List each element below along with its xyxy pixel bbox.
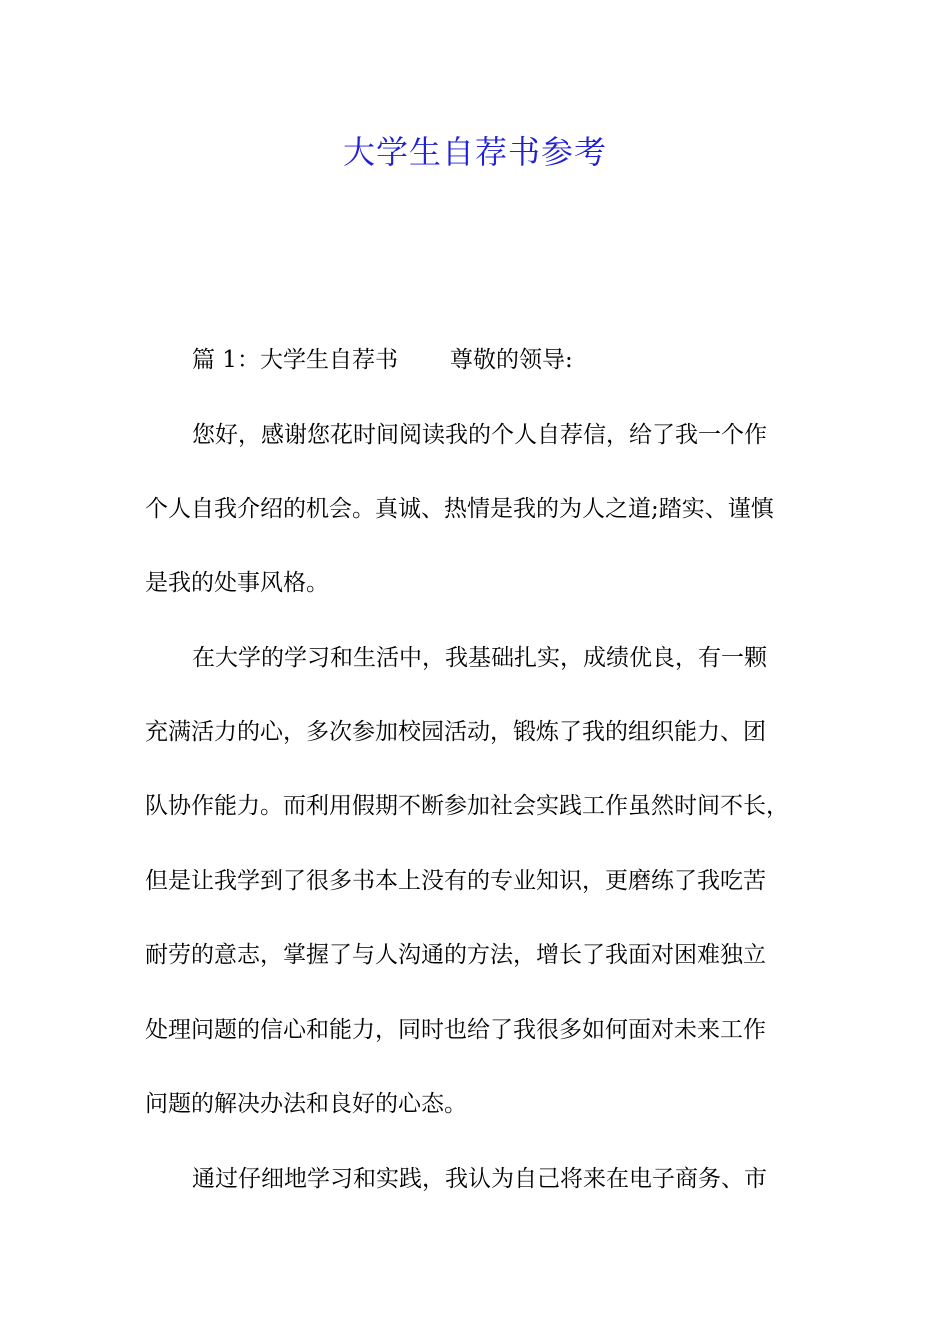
- section-label: 篇 1：大学生自荐书: [192, 347, 398, 373]
- paragraph-line: 耐劳的意志，掌握了与人沟通的方法，增长了我面对困难独立: [145, 942, 766, 968]
- paragraph-line: 处理问题的信心和能力，同时也给了我很多如何面对未来工作: [145, 1017, 766, 1043]
- paragraph-line: 通过仔细地学习和实践，我认为自己将来在电子商务、市: [192, 1166, 767, 1192]
- salutation: 尊敬的领导:: [449, 347, 573, 373]
- document-title: 大学生自荐书参考: [342, 133, 607, 171]
- heading-line: [192, 345, 573, 375]
- paragraph-line: 您好，感谢您花时间阅读我的个人自荐信，给了我一个作: [192, 422, 767, 448]
- paragraph-line: 在大学的学习和生活中，我基础扎实，成绩优良，有一颗: [192, 645, 767, 671]
- paragraph-line: 问题的解决办法和良好的心态。: [145, 1091, 467, 1117]
- paragraph-line: 个人自我介绍的机会。真诚、热情是我的为人之道;踏实、谨慎: [145, 496, 774, 522]
- paragraph-line: 队协作能力。而利用假期不断参加社会实践工作虽然时间不长，: [145, 793, 789, 819]
- paragraph-line: 但是让我学到了很多书本上没有的专业知识，更磨练了我吃苦: [145, 868, 766, 894]
- paragraph-line: 充满活力的心，多次参加校园活动，锻炼了我的组织能力、团: [145, 719, 766, 745]
- paragraph-line: 是我的处事风格。: [145, 570, 329, 596]
